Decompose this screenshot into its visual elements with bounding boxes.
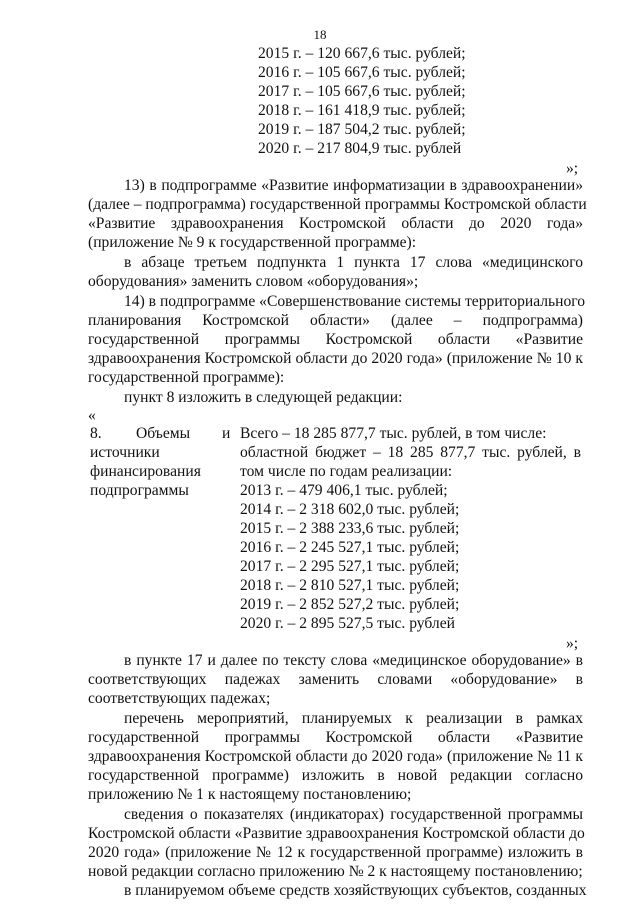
table-right-cell-line: 2020 г. – 2 895 527,5 тыс. рублей bbox=[240, 615, 455, 632]
para-b-line: государственной программы Костромской области «Развитие bbox=[88, 729, 583, 746]
para-a-line: соответствующих падежах заменить словами «оборудование» в bbox=[88, 671, 583, 688]
item-13-line: (далее – подпрограмма) государственной программы Костромской области bbox=[88, 196, 587, 213]
year-line: 2018 г. – 161 418,9 тыс. рублей; bbox=[258, 102, 466, 119]
year-line: 2016 г. – 105 667,6 тыс. рублей; bbox=[258, 64, 466, 81]
closing-quote: »; bbox=[566, 160, 579, 177]
item-14-sub-line: пункт 8 изложить в следующей редакции: bbox=[124, 389, 403, 406]
item-14-line: 14) в подпрограмме «Совершенствование системы территориального bbox=[124, 293, 586, 310]
item-14-line: здравоохранения Костромской области до 2020 года» (приложение № 10 к bbox=[88, 350, 583, 367]
table-left-cell-line: Объемы bbox=[136, 425, 191, 442]
year-line: 2017 г. – 105 667,6 тыс. рублей; bbox=[258, 83, 466, 100]
para-c-line: сведения о показателях (индикаторах) государственной программы bbox=[124, 806, 583, 823]
table-right-cell-line: 2017 г. – 2 295 527,1 тыс. рублей; bbox=[240, 558, 460, 575]
year-line: 2019 г. – 187 504,2 тыс. рублей; bbox=[258, 121, 466, 138]
table-right-cell-line: 2013 г. – 479 406,1 тыс. рублей; bbox=[240, 482, 448, 499]
item-14-line: государственной программе): bbox=[88, 369, 285, 386]
para-a-line: соответствующих падежах; bbox=[88, 690, 271, 707]
table-right-cell-line: 2014 г. – 2 318 602,0 тыс. рублей; bbox=[240, 501, 460, 518]
para-d-line: в планируемом объеме средств хозяйствующих субъектов, созданных bbox=[124, 882, 587, 899]
item-13-sub-line: в абзаце третьем подпункта 1 пункта 17 слова «медицинского bbox=[124, 254, 583, 271]
item-14-line: планирования Костромской области» (далее – подпрограмма) bbox=[88, 312, 583, 329]
closing-quote: »; bbox=[566, 635, 579, 652]
opening-quote: « bbox=[88, 407, 96, 424]
para-c-line: Костромской области «Развитие здравоохранения Костромской области до bbox=[88, 825, 585, 842]
para-b-line: здравоохранения Костромской области до 2020 года» (приложение № 11 к bbox=[88, 748, 583, 765]
table-left-cell-line: подпрограммы bbox=[90, 482, 189, 499]
table-left-cell-line: финансирования bbox=[90, 463, 201, 480]
table-right-cell-line: 2016 г. – 2 245 527,1 тыс. рублей; bbox=[240, 539, 460, 556]
item-13-sub-line: оборудования» заменить словом «оборудования»; bbox=[88, 273, 419, 290]
para-c-line: 2020 года» (приложение № 12 к государственной программе) изложить в bbox=[88, 844, 583, 861]
page-number: 18 bbox=[313, 27, 327, 42]
table-right-cell-line: том числе по годам реализации: bbox=[240, 463, 453, 480]
item-13-line: (приложение № 9 к государственной программе): bbox=[88, 234, 417, 251]
item-13-line: 13) в подпрограмме «Развитие информатизации в здравоохранении» bbox=[124, 177, 583, 194]
para-b-line: приложению № 1 к настоящему постановлению; bbox=[88, 786, 412, 803]
table-right-cell-line: 2015 г. – 2 388 233,6 тыс. рублей; bbox=[240, 520, 460, 537]
table-right-cell-line: областной бюджет – 18 285 877,7 тыс. рублей, в bbox=[240, 444, 581, 461]
item-13-line: «Развитие здравоохранения Костромской области до 2020 года» bbox=[88, 215, 583, 232]
year-line: 2015 г. – 120 667,6 тыс. рублей; bbox=[258, 45, 466, 62]
table-item-number: 8. bbox=[90, 425, 102, 442]
para-b-line: перечень мероприятий, планируемых к реализации в рамках bbox=[124, 710, 583, 727]
table-right-cell-line: 2019 г. – 2 852 527,2 тыс. рублей; bbox=[240, 596, 460, 613]
table-left-cell-line: и bbox=[222, 425, 231, 442]
item-14-line: государственной программы Костромской области «Развитие bbox=[88, 331, 583, 348]
para-c-line: новой редакции согласно приложению № 2 к настоящему постановлению; bbox=[88, 863, 583, 880]
para-a-line: в пункте 17 и далее по тексту слова «медицинское оборудование» в bbox=[124, 652, 583, 669]
table-left-cell-line: источники bbox=[90, 444, 160, 461]
table-right-cell-line: 2018 г. – 2 810 527,1 тыс. рублей; bbox=[240, 577, 460, 594]
para-b-line: государственной программе) изложить в новой редакции согласно bbox=[88, 767, 583, 784]
table-right-cell-line: Всего – 18 285 877,7 тыс. рублей, в том числе: bbox=[240, 425, 547, 442]
year-line: 2020 г. – 217 804,9 тыс. рублей bbox=[258, 140, 462, 157]
